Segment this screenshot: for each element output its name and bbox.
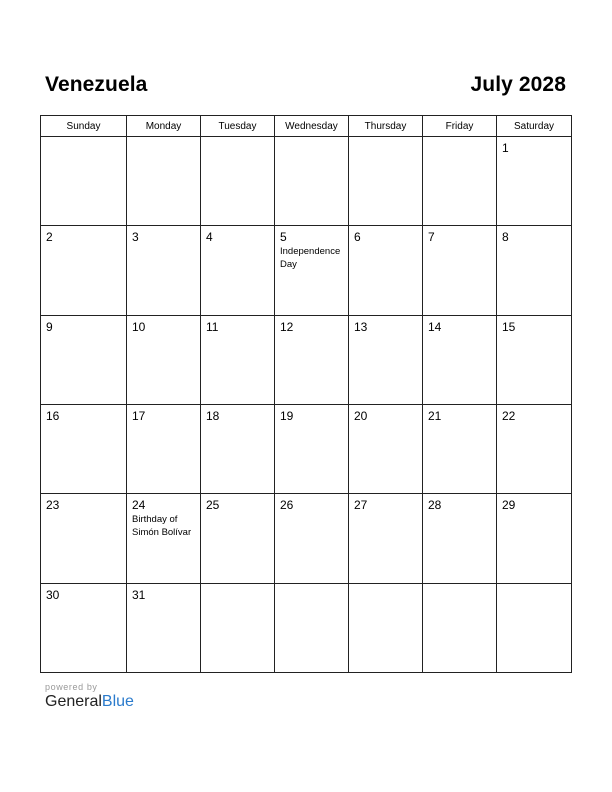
day-number: 17 xyxy=(132,408,146,423)
day-cell xyxy=(201,404,275,493)
day-cell xyxy=(275,137,349,226)
day-number: 2 xyxy=(46,230,53,245)
week-row xyxy=(41,137,572,226)
day-number: 27 xyxy=(354,498,368,513)
day-number: 10 xyxy=(132,319,146,334)
day-cell xyxy=(349,137,423,226)
day-cell xyxy=(497,315,572,404)
day-cell xyxy=(423,137,497,226)
weekday-tuesday: Tuesday xyxy=(201,116,275,137)
day-cell xyxy=(275,226,349,315)
day-number: 6 xyxy=(354,230,361,245)
day-cell xyxy=(349,494,423,583)
weekday-wednesday: Wednesday xyxy=(275,116,349,137)
day-cell xyxy=(127,315,201,404)
day-number: 12 xyxy=(280,319,294,334)
day-cell xyxy=(497,404,572,493)
day-cell xyxy=(201,137,275,226)
weekday-friday: Friday xyxy=(423,116,497,137)
day-number: 14 xyxy=(428,319,442,334)
day-cell xyxy=(349,404,423,493)
month-year-title: July 2028 xyxy=(470,73,566,96)
day-number: 16 xyxy=(46,408,60,423)
day-number: 15 xyxy=(502,319,516,334)
day-cell xyxy=(201,226,275,315)
day-cell xyxy=(497,583,572,672)
day-cell xyxy=(41,404,127,493)
day-cell xyxy=(497,226,572,315)
day-number: 24 xyxy=(132,498,146,513)
week-row xyxy=(41,404,572,493)
week-row xyxy=(41,315,572,404)
day-number: 23 xyxy=(46,498,60,513)
footer-brand xyxy=(45,682,134,711)
day-number: 4 xyxy=(206,230,213,245)
day-cell xyxy=(423,226,497,315)
day-cell xyxy=(275,494,349,583)
day-number: 30 xyxy=(46,587,60,602)
calendar-header xyxy=(45,70,566,100)
day-cell xyxy=(275,315,349,404)
day-number: 18 xyxy=(206,408,220,423)
day-cell xyxy=(127,494,201,583)
logo-text-general: General xyxy=(45,693,102,710)
day-cell xyxy=(349,315,423,404)
weekday-thursday: Thursday xyxy=(349,116,423,137)
day-cell xyxy=(127,226,201,315)
day-cell xyxy=(275,583,349,672)
day-number: 29 xyxy=(502,498,516,513)
day-cell xyxy=(275,404,349,493)
day-number: 3 xyxy=(132,230,139,245)
day-cell xyxy=(201,315,275,404)
day-cell xyxy=(349,226,423,315)
day-cell xyxy=(127,137,201,226)
day-cell xyxy=(423,583,497,672)
day-cell xyxy=(423,315,497,404)
day-number: 21 xyxy=(428,408,442,423)
day-number: 13 xyxy=(354,319,368,334)
week-row xyxy=(41,494,572,583)
weekday-monday: Monday xyxy=(127,116,201,137)
day-cell xyxy=(41,315,127,404)
day-number: 20 xyxy=(354,408,368,423)
calendar-body xyxy=(41,137,572,673)
day-number: 9 xyxy=(46,319,53,334)
logo-text-blue: Blue xyxy=(101,693,134,710)
day-number: 7 xyxy=(428,230,435,245)
day-number: 26 xyxy=(280,498,294,513)
day-cell xyxy=(423,494,497,583)
day-number: 28 xyxy=(428,498,442,513)
weekday-saturday: Saturday xyxy=(497,116,572,137)
month-calendar-grid xyxy=(40,115,572,673)
day-number: 22 xyxy=(502,408,516,423)
day-number: 8 xyxy=(502,230,509,245)
day-cell xyxy=(201,583,275,672)
day-cell xyxy=(349,583,423,672)
holiday-label: Birthday of Simón Bolívar xyxy=(132,514,192,539)
day-cell xyxy=(497,494,572,583)
weekday-sunday: Sunday xyxy=(41,116,127,137)
day-number: 1 xyxy=(502,141,509,155)
day-cell xyxy=(127,583,201,672)
day-cell xyxy=(423,404,497,493)
day-cell xyxy=(201,494,275,583)
day-number: 31 xyxy=(132,587,146,602)
weekday-header-row xyxy=(41,116,572,137)
day-cell xyxy=(41,583,127,672)
day-cell xyxy=(127,404,201,493)
day-number: 11 xyxy=(206,319,219,334)
day-number: 5 xyxy=(280,230,287,245)
day-cell xyxy=(41,494,127,583)
holiday-label: Independence Day xyxy=(280,246,341,271)
day-number: 25 xyxy=(206,498,220,513)
week-row xyxy=(41,226,572,315)
day-cell xyxy=(41,137,127,226)
country-title: Venezuela xyxy=(45,73,148,96)
generalblue-logo[interactable] xyxy=(45,693,134,711)
week-row xyxy=(41,583,572,672)
powered-by-text: powered by xyxy=(45,682,98,692)
day-cell xyxy=(497,137,572,226)
day-number: 19 xyxy=(280,408,294,423)
day-cell xyxy=(41,226,127,315)
